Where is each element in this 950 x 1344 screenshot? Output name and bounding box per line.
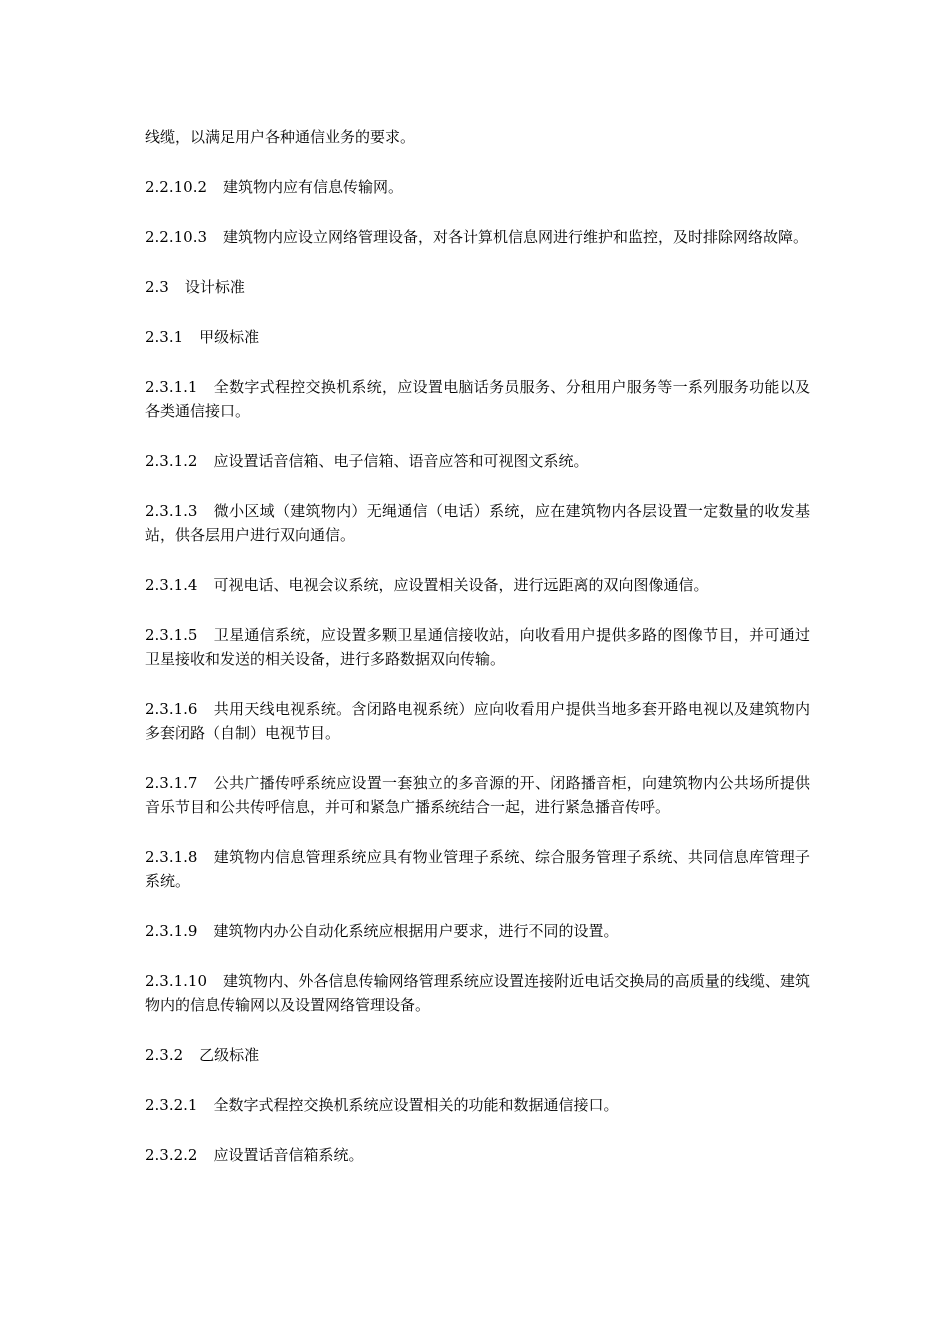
section-number: 2.3.2 <box>145 1046 184 1064</box>
paragraph-2-2-10-3 <box>145 225 810 249</box>
paragraph-text: 全数字式程控交换机系统应设置相关的功能和数据通信接口。 <box>213 1096 619 1114</box>
paragraph-text: 微小区域（建筑物内）无绳通信（电话）系统，应在建筑物内各层设置一定数量的收发基站，供各层用户进行双向通信。 <box>145 502 810 544</box>
heading-2-3-2 <box>145 1043 810 1067</box>
paragraph-2-3-1-7 <box>145 771 810 819</box>
paragraph-text: 线缆，以满足用户各种通信业务的要求。 <box>145 128 416 146</box>
paragraph-2-3-1-2 <box>145 449 810 473</box>
section-number: 2.3.1.8 <box>145 848 198 866</box>
section-number: 2.3.1 <box>145 328 184 346</box>
paragraph-2-3-2-1 <box>145 1093 810 1117</box>
section-number: 2.3.1.10 <box>145 972 208 990</box>
section-number: 2.3.1.6 <box>145 700 198 718</box>
paragraph-text: 建筑物内、外各信息传输网络管理系统应设置连接附近电话交换局的高质量的线缆、建筑物内的信息传输网以及设置网络管理设备。 <box>145 972 810 1014</box>
paragraph-2-3-1-5 <box>145 623 810 671</box>
section-number: 2.3.1.9 <box>145 922 198 940</box>
section-number: 2.3 <box>145 278 169 296</box>
section-number: 2.3.2.1 <box>145 1096 198 1114</box>
section-number: 2.3.1.4 <box>145 576 198 594</box>
paragraph-2-3-1-3 <box>145 499 810 547</box>
section-number: 2.3.1.5 <box>145 626 198 644</box>
heading-text: 乙级标准 <box>199 1046 260 1064</box>
section-number: 2.3.1.3 <box>145 502 198 520</box>
paragraph-text: 可视电话、电视会议系统，应设置相关设备，进行远距离的双向图像通信。 <box>213 576 709 594</box>
paragraph-2-3-2-2 <box>145 1143 810 1167</box>
paragraph-text: 应设置话音信箱、电子信箱、语音应答和可视图文系统。 <box>213 452 589 470</box>
paragraph-2-3-1-1 <box>145 375 810 423</box>
paragraph-2-3-1-9 <box>145 919 810 943</box>
paragraph-text: 共用天线电视系统。含闭路电视系统）应向收看用户提供当地多套开路电视以及建筑物内多套闭路（自制）电视节目。 <box>145 700 810 742</box>
heading-text: 甲级标准 <box>199 328 260 346</box>
paragraph-text: 应设置话音信箱系统。 <box>213 1146 364 1164</box>
paragraph-text: 全数字式程控交换机系统，应设置电脑话务员服务、分租用户服务等一系列服务功能以及各类通信接口。 <box>145 378 810 420</box>
heading-text: 设计标准 <box>184 278 245 296</box>
paragraph-2-3-1-10 <box>145 969 810 1017</box>
paragraph-text: 建筑物内应设立网络管理设备，对各计算机信息网进行维护和监控，及时排除网络故障。 <box>223 228 809 246</box>
section-number: 2.3.1.2 <box>145 452 198 470</box>
paragraph-text: 卫星通信系统，应设置多颗卫星通信接收站，向收看用户提供多路的图像节目，并可通过卫星接收和发送的相关设备，进行多路数据双向传输。 <box>145 626 810 668</box>
paragraph-text: 公共广播传呼系统应设置一套独立的多音源的开、闭路播音柜，向建筑物内公共场所提供音乐节目和公共传呼信息，并可和紧急广播系统结合一起，进行紧急播音传呼。 <box>145 774 810 816</box>
paragraph-continuation <box>145 125 810 149</box>
heading-2-3 <box>145 275 810 299</box>
heading-2-3-1 <box>145 325 810 349</box>
paragraph-2-3-1-6 <box>145 697 810 745</box>
section-number: 2.3.1.7 <box>145 774 198 792</box>
paragraph-text: 建筑物内应有信息传输网。 <box>223 178 404 196</box>
document-body <box>145 125 810 1193</box>
section-number: 2.3.2.2 <box>145 1146 198 1164</box>
paragraph-2-3-1-4 <box>145 573 810 597</box>
paragraph-text: 建筑物内办公自动化系统应根据用户要求，进行不同的设置。 <box>213 922 619 940</box>
paragraph-text: 建筑物内信息管理系统应具有物业管理子系统、综合服务管理子系统、共同信息库管理子系统。 <box>145 848 810 890</box>
section-number: 2.2.10.3 <box>145 228 208 246</box>
section-number: 2.2.10.2 <box>145 178 208 196</box>
section-number: 2.3.1.1 <box>145 378 198 396</box>
paragraph-2-2-10-2 <box>145 175 810 199</box>
paragraph-2-3-1-8 <box>145 845 810 893</box>
